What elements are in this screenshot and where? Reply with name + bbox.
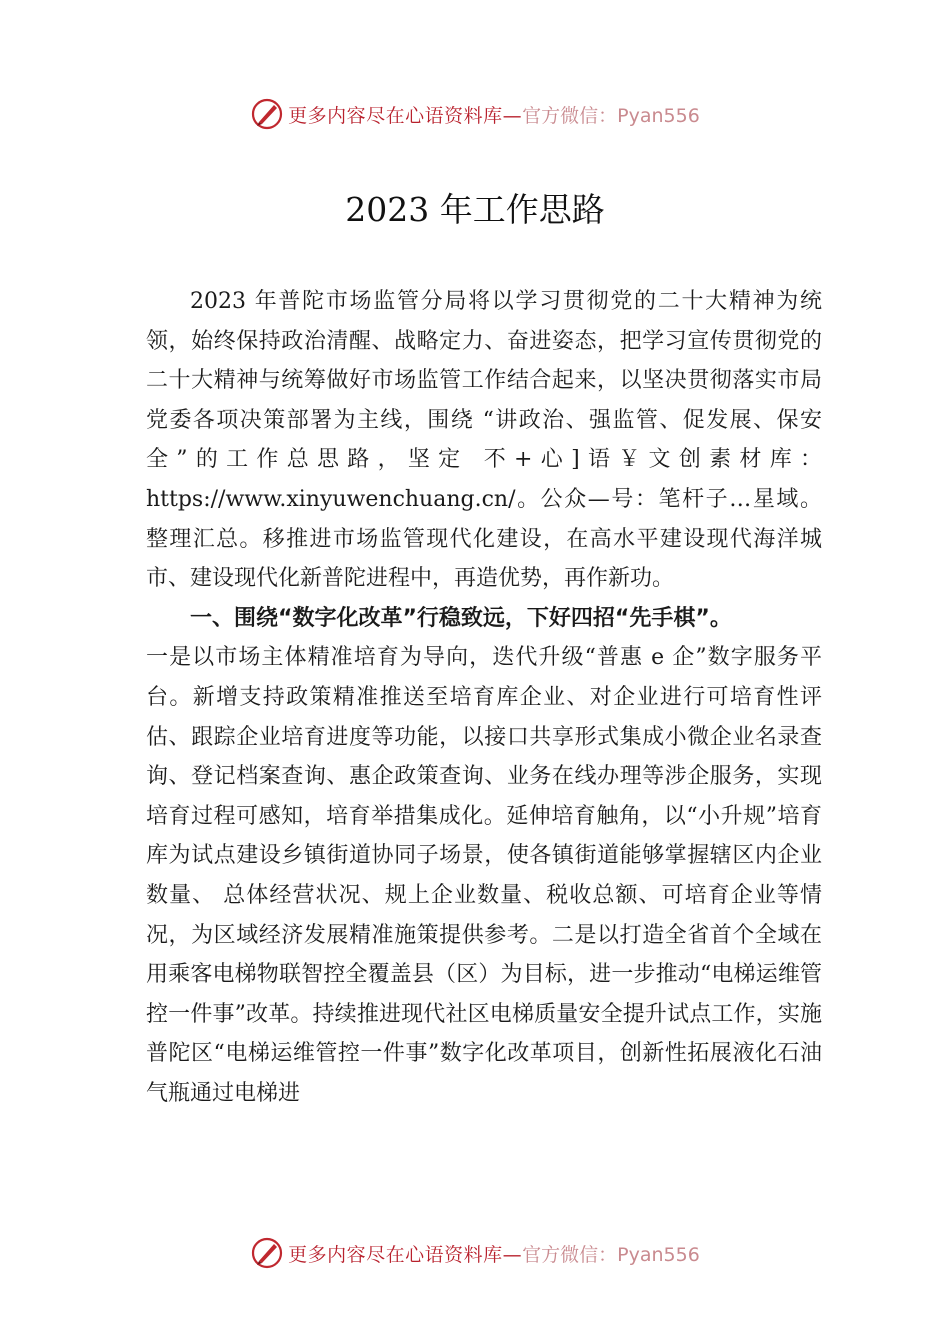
header-banner <box>0 94 950 134</box>
pen-logo-icon <box>250 97 284 131</box>
banner-text: 更多内容尽在心语资料库— <box>288 104 523 127</box>
section-paragraph: 一是以市场主体精准培育为导向，迭代升级“普惠 e 企”数字服务平台。新增支持政策精准推送至培育库企业、对企业进行可培育性评估、跟踪企业培育进度等功能，以接口共享形式集成小微企业名录查询、登记档案查询、惠企政策查询、业务在线办理等涉企服务，实现培育过程可感知，培育举措集成化。延伸培育触角，以“小升规”培育库为试点建设乡镇街道协同子场景，使各镇街道能够掌握辖区内企业数量、 总体经营状况、规上企业数量、税收总额、可培育企业等情况，为区域经济发展精准施策提供参考。二是以打造全省首个全域在用乘客电梯物联智控全覆盖县（区）为目标，进一步推动“电梯运维管控一件事”改革。持续推进现代社区电梯质量安全提升试点工作，实施普陀区“电梯运维管控一件事”数字化改革项目，创新性拓展液化石油气瓶通过电梯进 <box>146 645 822 1106</box>
document-body <box>146 282 822 1113</box>
banner-text: 更多内容尽在心语资料库— <box>288 1243 523 1266</box>
banner-contact: 官方微信：Pyan556 <box>522 104 700 127</box>
intro-paragraph: 2023 年普陀市场监管分局将以学习贯彻党的二十大精神为统领，始终保持政治清醒、战略定力、奋进姿态，把学习宣传贯彻党的二十大精神与统筹做好市场监管工作结合起来，以坚决贯彻落实市局党委各项决策部署为主线，围绕 “讲政治、强监管、促发展、保安全”的工作总思路，坚定 不+心]语￥文创素材库：https://www.xinyuwenchuang.cn/。公众—号：笔杆子…星域。整理汇总。移推进市场监管现代化建设，在高水平建设现代海洋城市、建设现代化新普陀进程中，再造优势，再作新功。 <box>146 289 822 592</box>
footer-banner <box>0 1233 950 1273</box>
pen-logo-icon <box>250 1236 284 1270</box>
section-heading: 一、围绕“数字化改革”行稳致远，下好四招“先手棋”。 <box>190 605 732 631</box>
banner-contact: 官方微信：Pyan556 <box>522 1243 700 1266</box>
document-title: 2023 年工作思路 <box>345 190 605 229</box>
